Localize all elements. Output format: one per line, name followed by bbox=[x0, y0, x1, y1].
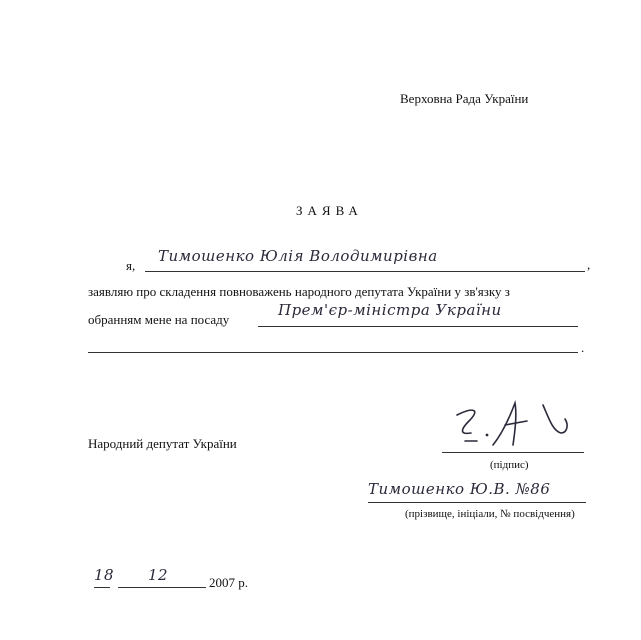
addressee: Верховна Рада України bbox=[400, 91, 529, 106]
date-day-underline bbox=[94, 587, 110, 588]
date-day-handwritten: 18 bbox=[94, 566, 115, 584]
name-underline bbox=[145, 271, 585, 272]
body-line-2: обранням мене на посаду bbox=[88, 312, 230, 327]
blank-line-period: . bbox=[581, 340, 585, 355]
body-line-1: заявляю про складення повноважень народного депутата України у зв'язку з bbox=[88, 284, 510, 299]
position-underline bbox=[258, 326, 578, 327]
position-handwritten: Прем'єр-міністра України bbox=[278, 301, 502, 319]
document-title: ЗАЯВА bbox=[296, 203, 363, 218]
signature-caption: (підпис) bbox=[490, 459, 529, 471]
signature-underline bbox=[442, 452, 584, 453]
applicant-name-handwritten: Тимошенко Юлія Володимирівна bbox=[158, 247, 438, 265]
date-month-underline bbox=[118, 587, 206, 588]
name-id-caption: (прізвище, ініціали, № посвідчення) bbox=[405, 508, 575, 520]
signer-title: Народний депутат України bbox=[88, 436, 237, 451]
name-trailing-comma: , bbox=[587, 257, 591, 272]
pronoun-text: я, bbox=[126, 258, 136, 273]
signature-image bbox=[435, 395, 585, 465]
name-id-handwritten: Тимошенко Ю.В. №86 bbox=[368, 480, 551, 498]
name-id-underline bbox=[368, 502, 586, 503]
blank-underline bbox=[88, 352, 578, 353]
date-month-handwritten: 12 bbox=[148, 566, 169, 584]
date-year: 2007 р. bbox=[209, 575, 248, 590]
